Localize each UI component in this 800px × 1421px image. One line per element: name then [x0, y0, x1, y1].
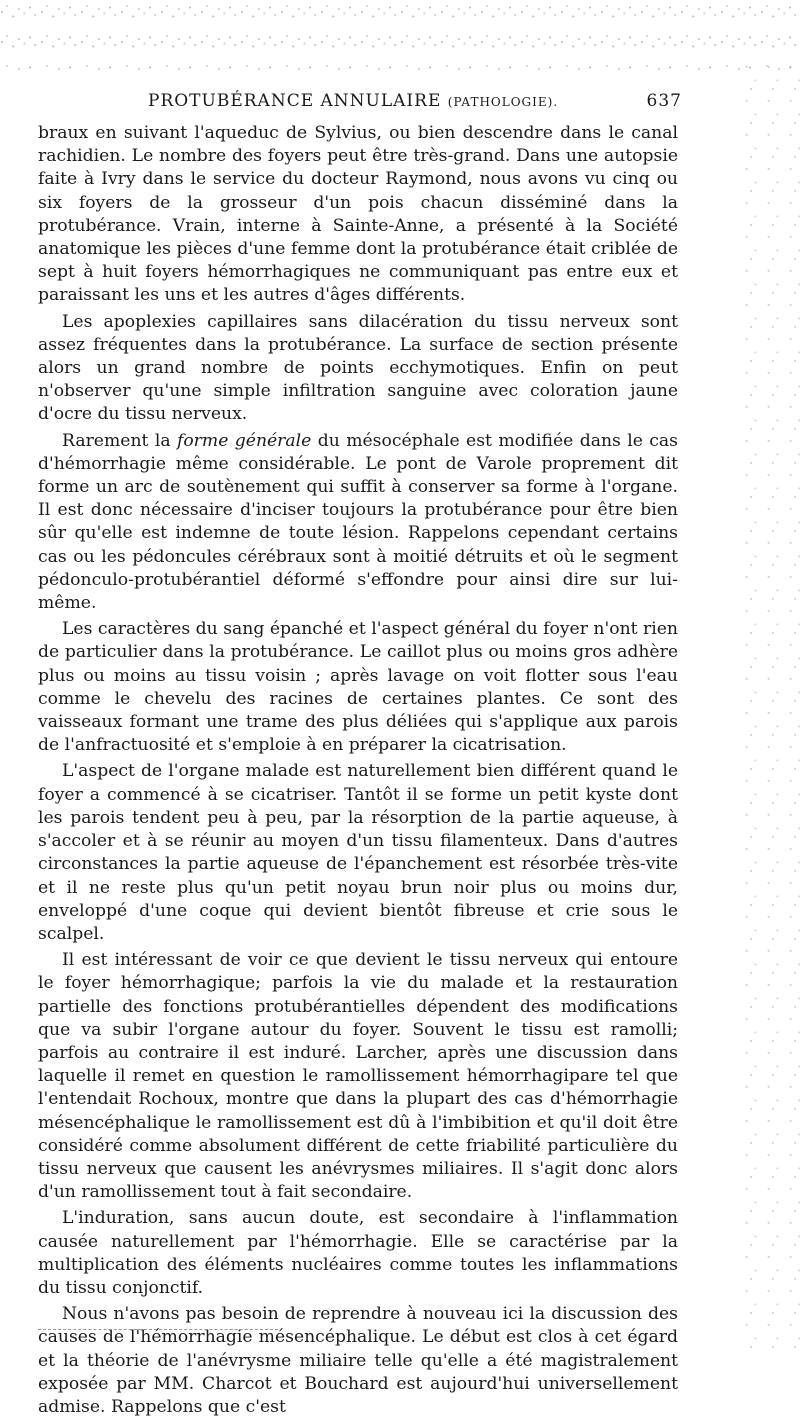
paragraph-7: L'induration, sans aucun doute, est secondaire à l'inflammation causée naturellement par l'hémorrhagie. Elle se caractérise par la multiplication des éléments nucléaires comme toutes les inflammations du tissu conjonctif.	[38, 1208, 678, 1298]
paragraph-2: Les apoplexies capillaires sans dilacération du tissu nerveux sont assez fréquentes dans la protubérance. La surface de section présente alors un grand nombre de points ecchymotiques. Enfin on peut n'observer qu'une simple infiltration sanguine avec coloration jaune d'ocre du tissu nerveux.	[38, 311, 678, 425]
paragraph-1: braux en suivant l'aqueduc de Sylvius, ou bien descendre dans le canal rachidien. Le nombre des foyers peut être très-grand. Dans une autopsie faite à Ivry dans le service du docteur Raymond, nous avons vu cinq ou six foyers de la grosseur d'un pois chacun disséminé dans la protubérance. Vrain, interne à Sainte-Anne, a présenté à la Société anatomique les pièces d'une femme dont la protubérance était criblée de sept à huit foyers hémorrhagiques ne communiquant pas entre eux et paraissant les uns et les autres d'âges différents.	[38, 123, 678, 306]
scan-noise-right	[740, 60, 800, 1350]
emphasis-forme-generale: forme générale	[176, 430, 312, 451]
paragraph-4: Les caractères du sang épanché et l'aspect général du foyer n'ont rien de particulier dans la protubérance. Le caillot plus ou moins gros adhère plus ou moins au tissu voisin ; après lavage on voit flotter sous l'eau comme le chevelu des racines de certaines plantes. Ce sont des vaisseaux formant une trame des plus déliées qui s'applique aux parois de l'anfractuosité et s'emploie à en préparer la cicatrisation.	[38, 619, 678, 756]
running-header	[148, 91, 682, 111]
header-title	[148, 91, 558, 111]
header-title-main: PROTUBÉRANCE ANNULAIRE	[148, 91, 442, 111]
page-number: 637	[646, 91, 682, 111]
paragraph-3: Rarement la forme générale du mésocéphale est modifiée dans le cas d'hémorrhagie même considérable. Le pont de Varole proprement dit forme un arc de soutènement qui suffit à conserver sa forme à l'organe. Il est donc nécessaire d'inciser toujours la protubérance pour être bien sûr qu'elle est indemne de toute lésion. Rappelons cependant certains cas ou les pédoncules cérébraux sont à moitié détruits et où le segment pédonculo-protubérantiel déformé s'effondre pour ainsi dire sur lui-même.	[38, 430, 679, 614]
paragraph-5: L'aspect de l'organe malade est naturellement bien différent quand le foyer a commencé à se cicatriser. Tantôt il se forme un petit kyste dont les parois tendent peu à peu, par la résorption de la partie aqueuse, à s'accoler et à se réunir au moyen d'un tissu filamenteux. Dans d'autres circonstances la partie aqueuse de l'épanchement est résorbée très-vite et il ne reste plus qu'un petit noyau brun noir plus ou moins dur, enveloppé d'une coque qui devient bientôt fibreuse et crie sous le scalpel.	[38, 761, 678, 944]
paragraph-6: Il est intéressant de voir ce que devient le tissu nerveux qui entoure le foyer hémorrhagique; parfois la vie du malade et la restauration partielle des fonctions protubérantielles dépendent des modifications que va subir l'organe autour du foyer. Souvent le tissu est ramolli; parfois au contraire il est induré. Larcher, après une discussion dans laquelle il remet en question le ramollissement hémorrhagipare tel que l'entendait Rochoux, montre que dans la plupart des cas d'hémorrhagie mésencéphalique le ramollissement est dû à l'imbibition et qu'il doit être considéré comme absolument différent de cette friabilité particulière du tissu nerveux que causent les anévrysmes miliaires. Il s'agit donc alors d'un ramollissement tout à fait secondaire.	[38, 950, 678, 1203]
scan-noise-top	[0, 0, 800, 70]
paragraph-8: Nous n'avons pas besoin de reprendre à nouveau ici la discussion des causes de l'hémorrhagie mésencéphalique. Le début est clos à cet égard et la théorie de l'anévrysme miliaire telle qu'elle a été magistralement exposée par MM. Charcot et Bouchard est aujourd'hui universellement admise. Rappelons que c'est	[38, 1304, 678, 1417]
body-text	[38, 122, 678, 1421]
header-title-sub: (PATHOLOGIE).	[447, 95, 559, 109]
bottom-rule	[38, 1329, 278, 1332]
